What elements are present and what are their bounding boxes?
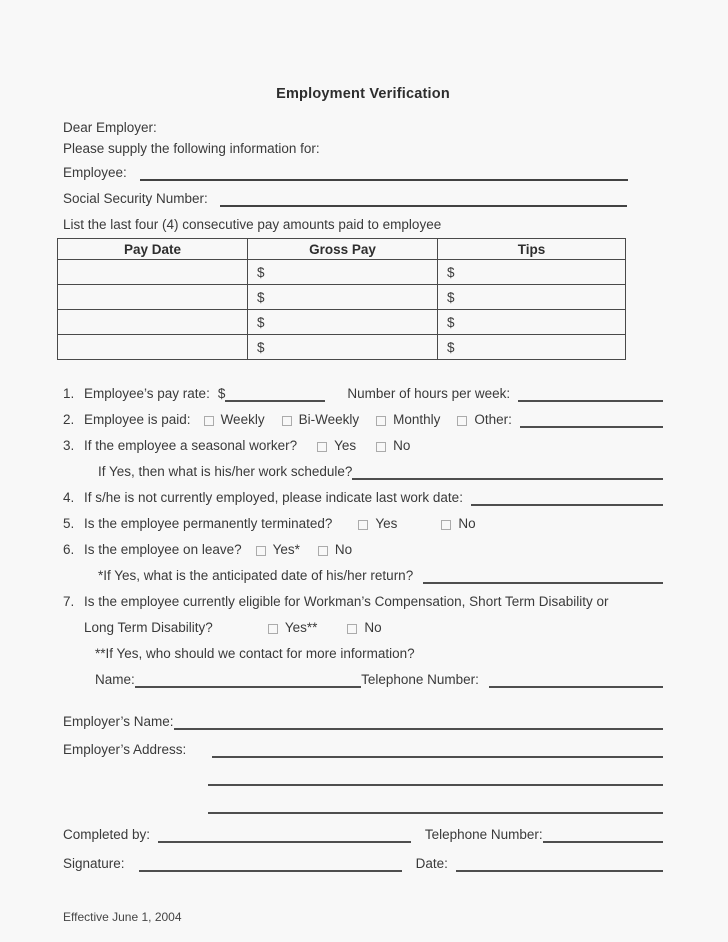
- weekly-label: Weekly: [220, 412, 265, 427]
- question-3-followup: [98, 464, 663, 480]
- pay-date-header: Pay Date: [58, 239, 248, 260]
- monthly-label: Monthly: [393, 412, 441, 427]
- signature-section: [63, 825, 663, 872]
- date-field[interactable]: [456, 857, 663, 872]
- date-label: Date:: [415, 856, 448, 871]
- pay-table-caption: List the last four (4) consecutive pay amounts paid to employee: [63, 217, 442, 232]
- tips-cell[interactable]: $: [438, 260, 626, 285]
- q7-yes-option: [268, 620, 318, 636]
- q7-yes-label: Yes**: [284, 620, 318, 635]
- completed-phone-field[interactable]: [543, 828, 663, 843]
- contact-phone-field[interactable]: [489, 673, 663, 688]
- instruction-text: Please supply the following information for:: [63, 141, 320, 156]
- signature-field[interactable]: [139, 857, 402, 872]
- weekly-checkbox[interactable]: [204, 416, 214, 426]
- pay-rate-field[interactable]: [225, 387, 325, 402]
- pay-date-cell[interactable]: [58, 260, 248, 285]
- footer-phone-label: Telephone Number:: [424, 827, 543, 842]
- question-number: 2.: [63, 412, 75, 427]
- last-work-date-field[interactable]: [471, 491, 663, 506]
- employee-field-row: [63, 163, 663, 181]
- question-6: [63, 542, 663, 558]
- return-date-field[interactable]: [423, 569, 663, 584]
- contact-info-label: **If Yes, who should we contact for more information?: [95, 646, 415, 661]
- employer-name-row: [63, 712, 663, 730]
- q6-no-checkbox[interactable]: [318, 546, 328, 556]
- eligibility-label-line2: Long Term Disability?: [84, 620, 213, 635]
- ssn-field-row: [63, 189, 663, 207]
- question-number: 6.: [63, 542, 75, 557]
- signature-label: Signature:: [63, 856, 125, 871]
- question-number: 5.: [63, 516, 75, 531]
- gross-pay-cell[interactable]: $: [248, 260, 438, 285]
- last-work-date-label: If s/he is not currently employed, please indicate last work date:: [84, 490, 463, 505]
- q7-no-checkbox[interactable]: [347, 624, 357, 634]
- q7-no-option: [347, 620, 381, 636]
- q3-no-option: [376, 438, 410, 454]
- contact-phone-label: Telephone Number:: [361, 672, 479, 687]
- salutation-text: Dear Employer:: [63, 120, 157, 135]
- q5-no-label: No: [458, 516, 476, 531]
- biweekly-checkbox[interactable]: [282, 416, 292, 426]
- question-7-line2: [63, 620, 663, 636]
- question-2: [63, 412, 663, 428]
- q5-no-checkbox[interactable]: [441, 520, 451, 530]
- seasonal-worker-label: If the employee a seasonal worker?: [84, 438, 298, 453]
- q3-no-label: No: [393, 438, 411, 453]
- q6-no-label: No: [334, 542, 353, 557]
- pay-date-cell[interactable]: [58, 335, 248, 360]
- employer-section: [63, 712, 663, 814]
- return-date-label: *If Yes, what is the anticipated date of his/her return?: [98, 568, 414, 583]
- question-7: [63, 594, 663, 610]
- q5-yes-option: [358, 516, 397, 532]
- ssn-field[interactable]: [220, 192, 627, 207]
- question-number: 4.: [63, 490, 75, 505]
- paid-frequency-label: Employee is paid:: [84, 412, 191, 427]
- employer-address-field-2[interactable]: [208, 771, 663, 786]
- pay-table-header-row: [58, 239, 626, 260]
- q3-yes-label: Yes: [334, 438, 357, 453]
- tips-cell[interactable]: $: [438, 310, 626, 335]
- employer-address-field-3[interactable]: [208, 799, 663, 814]
- on-leave-label: Is the employee on leave?: [84, 542, 242, 557]
- pay-date-cell[interactable]: [58, 310, 248, 335]
- question-1: [63, 386, 663, 402]
- pay-table: [57, 238, 626, 360]
- q7-yes-checkbox[interactable]: [268, 624, 278, 634]
- completed-by-field[interactable]: [158, 828, 411, 843]
- employer-address-row: [63, 740, 663, 758]
- biweekly-label: Bi-Weekly: [298, 412, 360, 427]
- contact-name-field[interactable]: [135, 673, 361, 688]
- other-checkbox[interactable]: [457, 416, 467, 426]
- tips-header: Tips: [438, 239, 626, 260]
- q5-yes-checkbox[interactable]: [358, 520, 368, 530]
- employee-label: Employee:: [63, 165, 127, 180]
- weekly-option: [204, 412, 265, 428]
- question-4: [63, 490, 663, 506]
- gross-pay-cell[interactable]: $: [248, 285, 438, 310]
- eligibility-label-line1: Is the employee currently eligible for Workman’s Compensation, Short Term Disability or: [84, 594, 609, 609]
- q3-yes-option: [317, 438, 356, 454]
- ssn-label: Social Security Number:: [63, 191, 208, 206]
- q6-yes-label: Yes*: [272, 542, 300, 557]
- question-5: [63, 516, 663, 532]
- q3-yes-checkbox[interactable]: [317, 442, 327, 452]
- q5-no-option: [441, 516, 475, 532]
- q6-yes-checkbox[interactable]: [256, 546, 266, 556]
- employer-name-label: Employer’s Name:: [63, 714, 174, 729]
- pay-table-row: [58, 310, 626, 335]
- question-6-followup: [98, 568, 663, 584]
- work-schedule-label: If Yes, then what is his/her work schedule?: [98, 464, 353, 479]
- q5-yes-label: Yes: [375, 516, 398, 531]
- question-number: 1.: [63, 386, 75, 401]
- tips-cell[interactable]: $: [438, 335, 626, 360]
- terminated-label: Is the employee permanently terminated?: [84, 516, 333, 531]
- hours-per-week-label: Number of hours per week:: [347, 386, 511, 401]
- question-3: [63, 438, 663, 454]
- questions-list: [63, 386, 663, 688]
- other-label: Other:: [474, 412, 512, 427]
- question-number: 7.: [63, 594, 75, 609]
- completed-by-label: Completed by:: [63, 827, 151, 842]
- page-title: Employment Verification: [276, 86, 450, 102]
- question-number: 3.: [63, 438, 75, 453]
- gross-pay-cell[interactable]: $: [248, 310, 438, 335]
- employer-name-field[interactable]: [174, 715, 663, 730]
- pay-table-row: [58, 335, 626, 360]
- hours-per-week-field[interactable]: [518, 387, 663, 402]
- other-field[interactable]: [520, 413, 663, 428]
- contact-name-label: Name:: [95, 672, 135, 687]
- question-7-contact-row: [95, 672, 663, 688]
- completed-by-row: [63, 825, 663, 843]
- dollar-sign: $: [217, 386, 226, 401]
- other-option: [457, 412, 512, 428]
- question-7-followup: [95, 646, 663, 662]
- pay-table-row: [58, 285, 626, 310]
- monthly-checkbox[interactable]: [376, 416, 386, 426]
- employer-address-row-3: [63, 796, 663, 814]
- employer-address-label: Employer’s Address:: [63, 742, 187, 757]
- signature-row: [63, 854, 663, 872]
- employer-address-field-1[interactable]: [212, 743, 663, 758]
- employee-name-field[interactable]: [140, 166, 628, 181]
- q6-no-option: [318, 542, 352, 558]
- biweekly-option: [282, 412, 360, 428]
- monthly-option: [376, 412, 440, 428]
- tips-cell[interactable]: $: [438, 285, 626, 310]
- gross-pay-header: Gross Pay: [248, 239, 438, 260]
- pay-table-row: [58, 260, 626, 285]
- q6-yes-option: [256, 542, 300, 558]
- pay-table-header: [58, 239, 626, 260]
- q7-no-label: No: [364, 620, 382, 635]
- pay-rate-label: Employee’s pay rate:: [84, 386, 210, 401]
- gross-pay-cell[interactable]: $: [248, 335, 438, 360]
- effective-date-note: Effective June 1, 2004: [63, 910, 182, 924]
- pay-date-cell[interactable]: [58, 285, 248, 310]
- work-schedule-field[interactable]: [352, 465, 663, 480]
- employer-address-row-2: [63, 768, 663, 786]
- q3-no-checkbox[interactable]: [376, 442, 386, 452]
